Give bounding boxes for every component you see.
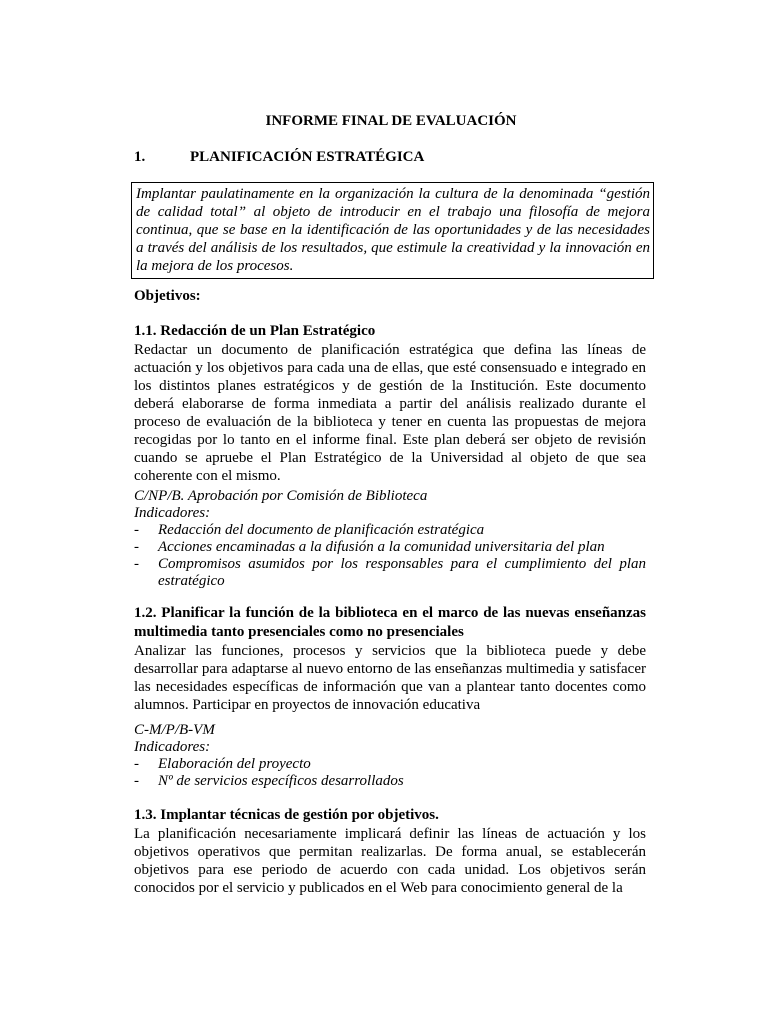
indicators-label: Indicadores:	[134, 739, 211, 755]
objective-code: C-M/P/B-VM	[134, 722, 215, 738]
indicator-item	[134, 756, 646, 773]
indicator-text: Acciones encaminadas a la difusión a la comunidad universitaria del plan	[158, 539, 605, 555]
list-dash: -	[134, 556, 139, 572]
indicator-text: Compromisos asumidos por los responsables para el cumplimiento del plan estratégico	[158, 556, 646, 589]
section-title: PLANIFICACIÓN ESTRATÉGICA	[190, 149, 425, 165]
objective-1-1-indicators	[134, 488, 646, 590]
objective-heading: 1.3. Implantar técnicas de gestión por objetivos.	[134, 807, 439, 823]
indicator-item	[134, 522, 646, 539]
document-title: INFORME FINAL DE EVALUACIÓN	[265, 113, 517, 129]
list-dash: -	[134, 773, 139, 789]
objective-1-2-indicators	[134, 722, 646, 790]
indicator-text: Nº de servicios específicos desarrollados	[158, 773, 404, 789]
objective-1-2	[134, 604, 646, 714]
indicator-list	[134, 756, 646, 790]
list-dash: -	[134, 522, 139, 538]
objective-body: Analizar las funciones, procesos y servicios que la biblioteca puede y debe desarrollar para adaptarse al nuevo entorno de las enseñanzas multimedia y satisfacer las necesidades específicas de información que van a plantear tanto docentes como alumnos. Participar en proyectos de innovación educativa	[134, 643, 646, 713]
indicator-text: Elaboración del proyecto	[158, 756, 311, 772]
indicator-item	[134, 556, 646, 590]
indicator-item	[134, 539, 646, 556]
objective-1-3	[134, 806, 646, 897]
indicators-label: Indicadores:	[134, 505, 211, 521]
indicator-text: Redacción del documento de planificación estratégica	[158, 522, 485, 538]
objective-heading: 1.1. Redacción de un Plan Estratégico	[134, 323, 376, 339]
section-heading	[134, 149, 424, 166]
indicator-list	[134, 522, 646, 590]
objective-body: Redactar un documento de planificación estratégica que defina las líneas de actuación y los objetivos para cada una de ellas, que esté consensuado e integrado en los distintos planes estratégicos y de gestión de la Institución. Este documento deberá elaborarse de forma inmediata a partir del análisis realizado durante el proceso de evaluación de la biblioteca y tener en cuenta las propuestas de mejora recogidas por lo tanto en el informe final. Este plan deberá ser objeto de revisión cuando se apruebe el Plan Estratégico de la Universidad al objeto de que sea coherente con el mismo.	[134, 342, 646, 484]
section-number: 1.	[134, 149, 146, 165]
mission-statement-box: Implantar paulatinamente en la organización la cultura de la denominada “gestión de calidad total” al objeto de introducir en el trabajo una filosofía de mejora continua, que se base en la identificación de las oportunidades y de las necesidades a través del análisis de los resultados, que estimule la creatividad y la innovación en la mejora de los procesos.	[131, 182, 654, 279]
list-dash: -	[134, 756, 139, 772]
objective-1-1	[134, 322, 646, 485]
objective-body: La planificación necesariamente implicará definir las líneas de actuación y los objetivos operativos que permitan realizarlas. De forma anual, se establecerán objetivos para ese periodo de acuerdo con cada unidad. Los objetivos serán conocidos por el servicio y publicados en el Web para conocimiento general de la	[134, 826, 646, 896]
objective-heading: 1.2. Planificar la función de la biblioteca en el marco de las nuevas enseñanzas multimedia tanto presenciales como no presenciales	[134, 605, 646, 640]
list-dash: -	[134, 539, 139, 555]
objectives-label: Objetivos:	[134, 288, 201, 304]
objective-code: C/NP/B. Aprobación por Comisión de Biblioteca	[134, 488, 428, 504]
indicator-item	[134, 773, 646, 790]
